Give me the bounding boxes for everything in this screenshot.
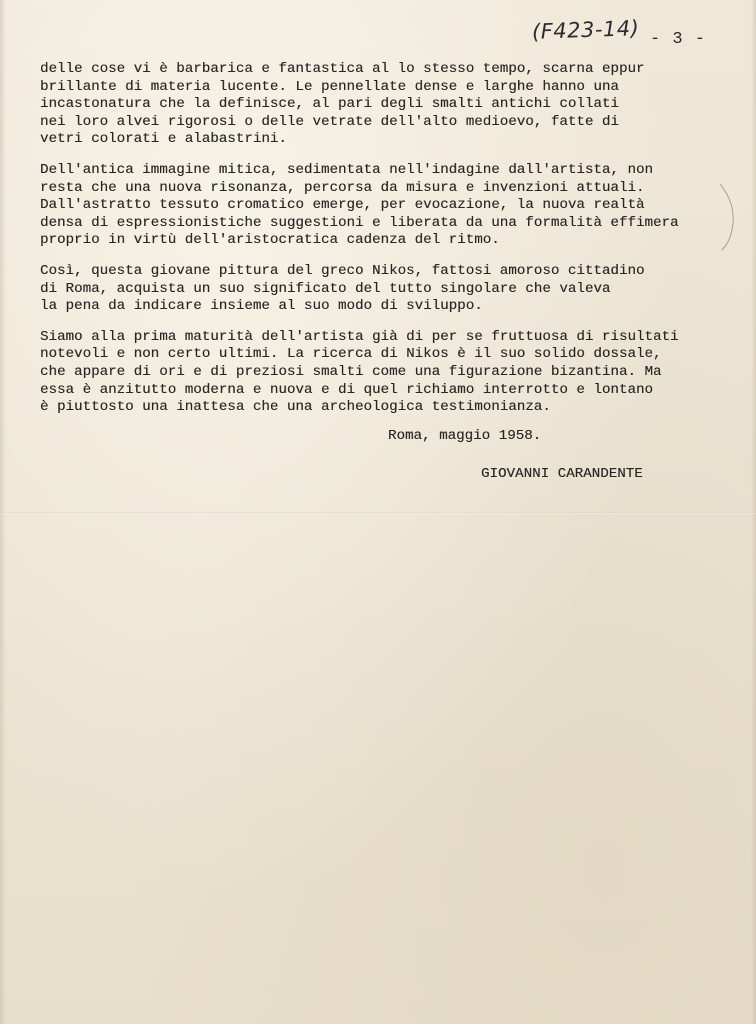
handwritten-archive-reference: (F423-14) [531, 16, 640, 44]
text-line: essa è anzitutto moderna e nuova e di quel richiamo interrotto e lontano [40, 381, 653, 398]
author-name: GIOVANNI CARANDENTE [481, 466, 643, 482]
text-line: delle cose vi è barbarica e fantastica al lo stesso tempo, scarna eppur [40, 61, 645, 77]
text-line: di Roma, acquista un suo significato del tutto singolare che valeva [40, 280, 611, 297]
text-line: è piuttosto una inattesa che una archeologica testimonianza. [40, 399, 551, 416]
paragraph-4 [40, 329, 740, 417]
text-line: resta che una nuova risonanza, percorsa da misura e invenzioni attuali. [40, 179, 645, 196]
text-line: Siamo alla prima maturità dell'artista già di per se fruttuosa di risultati [40, 328, 679, 345]
paper-fold-line [0, 512, 756, 514]
text-line: notevoli e non certo ultimi. La ricerca di Nikos è il suo solido dossale, [40, 346, 662, 363]
paragraph-1 [40, 61, 740, 149]
text-line: proprio in virtù dell'aristocratica cadenza del ritmo. [40, 232, 500, 249]
text-line: Dall'astratto tessuto cromatico emerge, per evocazione, la nuova realtà [40, 197, 645, 214]
text-line: densa di espressionistiche suggestioni e liberata da una formalità effimera [40, 214, 679, 231]
pencil-margin-mark [716, 182, 740, 252]
paragraph-2 [40, 162, 740, 250]
text-line: la pena da indicare insieme al suo modo di sviluppo. [40, 298, 483, 315]
text-line: incastonatura che la definisce, al pari degli smalti antichi collati [40, 96, 619, 113]
text-line: Così, questa giovane pittura del greco Nikos, fattosi amoroso cittadino [40, 262, 645, 279]
typed-body-text [40, 61, 740, 430]
text-line: vetri colorati e alabastrini. [40, 131, 287, 148]
text-line: brillante di materia lucente. Le pennellate dense e larghe hanno una [40, 78, 619, 95]
paragraph-3 [40, 263, 740, 316]
page-number: - 3 - [650, 30, 707, 49]
place-and-date: Roma, maggio 1958. [388, 428, 542, 444]
text-line: Dell'antica immagine mitica, sedimentata nell'indagine dall'artista, non [40, 161, 653, 178]
text-line: che appare di ori e di preziosi smalti come una figurazione bizantina. Ma [40, 363, 662, 380]
text-line: nei loro alvei rigorosi o delle vetrate dell'alto medioevo, fatte di [40, 113, 619, 130]
